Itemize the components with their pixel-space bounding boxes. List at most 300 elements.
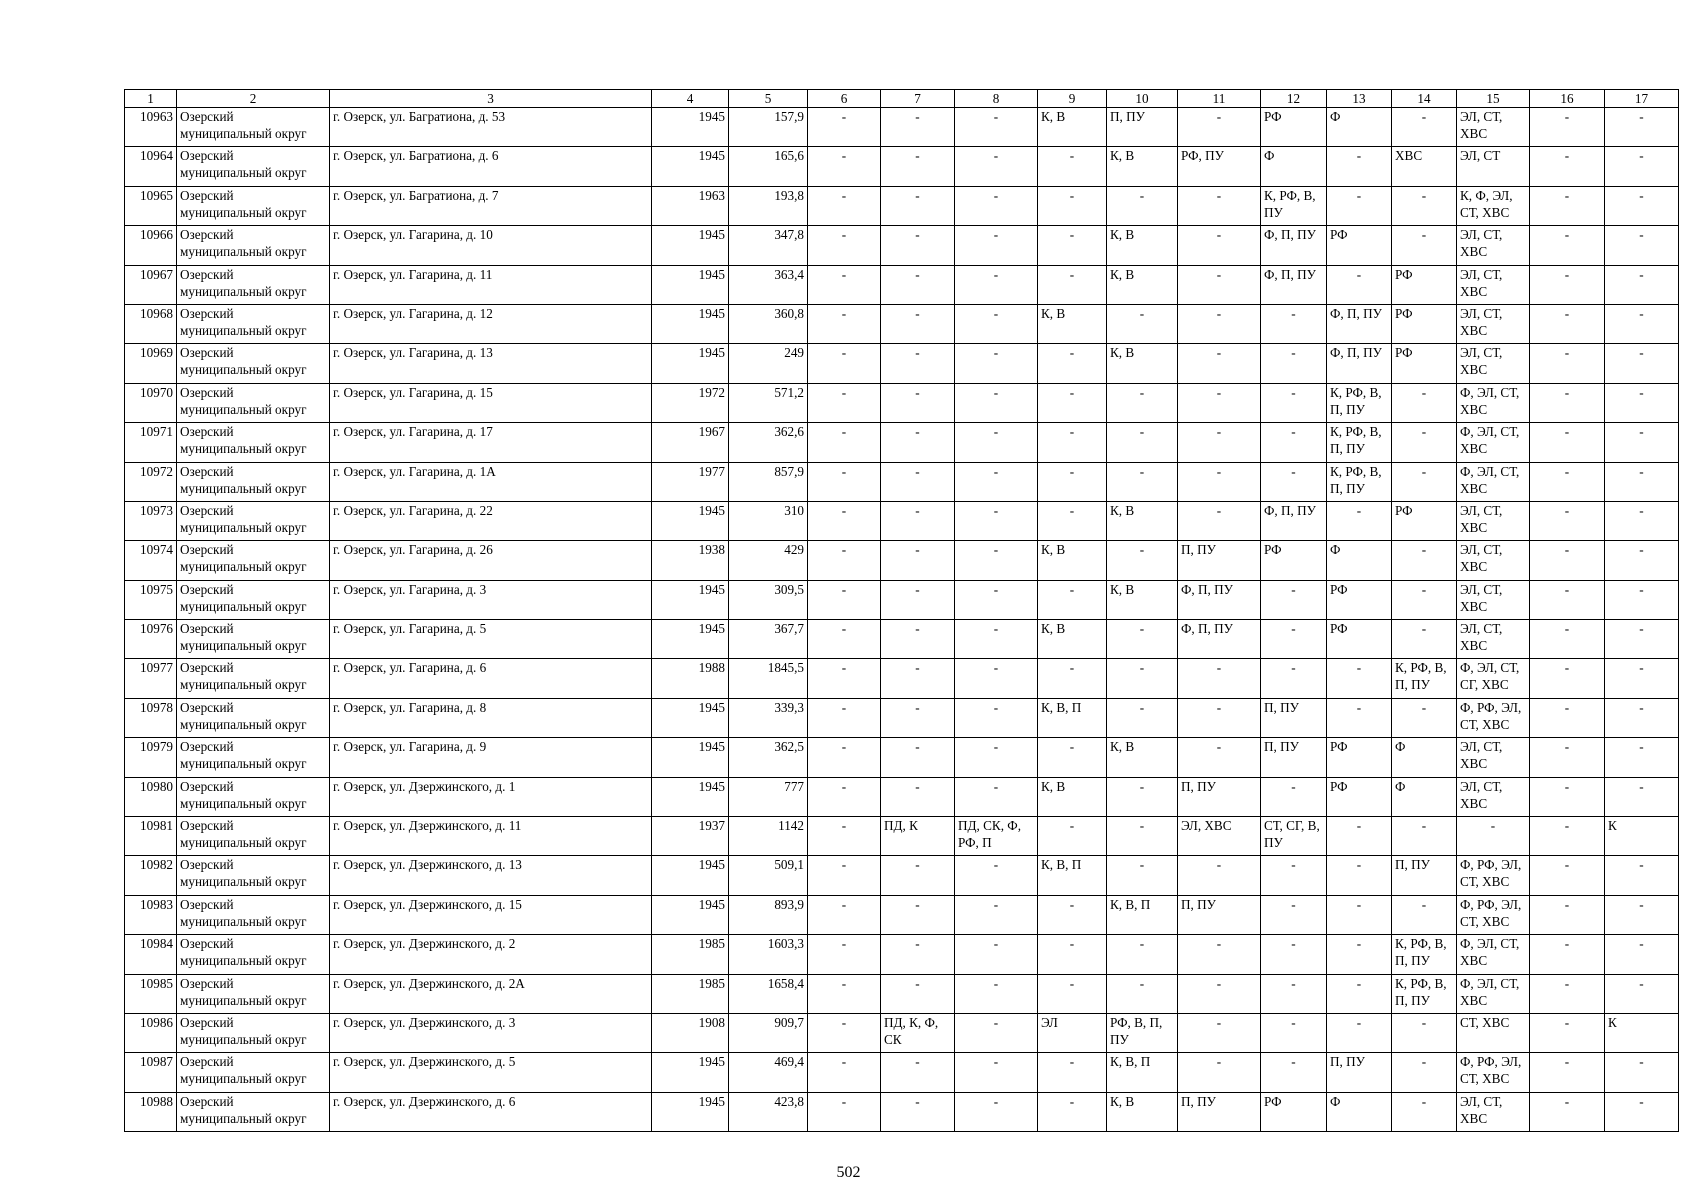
cell-row-number: 10987 [125, 1053, 177, 1092]
cell-area: 309,5 [729, 580, 808, 619]
cell-col14: - [1392, 895, 1457, 934]
cell-municipality: Озерский муниципальный округ [177, 659, 330, 698]
cell-col6: - [808, 580, 881, 619]
column-header-3: 3 [330, 90, 652, 108]
cell-col6: - [808, 304, 881, 343]
cell-col12: - [1261, 304, 1327, 343]
cell-col15: СТ, ХВС [1457, 1013, 1530, 1052]
cell-row-number: 10966 [125, 226, 177, 265]
cell-col10: - [1107, 304, 1178, 343]
cell-col17: - [1605, 423, 1679, 462]
cell-col9: К, В [1038, 541, 1107, 580]
cell-area: 429 [729, 541, 808, 580]
cell-col8: - [955, 1092, 1038, 1131]
cell-area: 857,9 [729, 462, 808, 501]
cell-col10: К, В, П [1107, 895, 1178, 934]
cell-col10: - [1107, 462, 1178, 501]
cell-col10: - [1107, 659, 1178, 698]
cell-municipality: Озерский муниципальный округ [177, 383, 330, 422]
cell-col14: ХВС [1392, 147, 1457, 186]
cell-col14: Ф [1392, 777, 1457, 816]
cell-address: г. Озерск, ул. Гагарина, д. 11 [330, 265, 652, 304]
cell-col13: РФ [1327, 226, 1392, 265]
cell-col13: К, РФ, В, П, ПУ [1327, 462, 1392, 501]
cell-col12: Ф [1261, 147, 1327, 186]
cell-col16: - [1530, 738, 1605, 777]
cell-col7: - [881, 462, 955, 501]
cell-col17: - [1605, 226, 1679, 265]
cell-col10: - [1107, 423, 1178, 462]
cell-col16: - [1530, 108, 1605, 147]
table-row [125, 186, 1679, 225]
cell-col15: Ф, ЭЛ, СТ, ХВС [1457, 383, 1530, 422]
cell-year: 1945 [652, 147, 729, 186]
cell-col10: - [1107, 186, 1178, 225]
cell-col15: Ф, РФ, ЭЛ, СТ, ХВС [1457, 895, 1530, 934]
cell-col11: Ф, П, ПУ [1178, 620, 1261, 659]
cell-col12: РФ [1261, 1092, 1327, 1131]
cell-area: 1142 [729, 817, 808, 856]
cell-col9: - [1038, 462, 1107, 501]
cell-col14: К, РФ, В, П, ПУ [1392, 974, 1457, 1013]
cell-col11: - [1178, 226, 1261, 265]
cell-municipality: Озерский муниципальный округ [177, 147, 330, 186]
table-row [125, 974, 1679, 1013]
cell-area: 249 [729, 344, 808, 383]
cell-col11: - [1178, 423, 1261, 462]
cell-col6: - [808, 462, 881, 501]
cell-row-number: 10983 [125, 895, 177, 934]
table-row [125, 895, 1679, 934]
cell-col12: РФ [1261, 541, 1327, 580]
cell-col13: РФ [1327, 620, 1392, 659]
cell-col14: - [1392, 817, 1457, 856]
cell-col17: - [1605, 580, 1679, 619]
cell-col15: Ф, ЭЛ, СТ, ХВС [1457, 935, 1530, 974]
cell-year: 1963 [652, 186, 729, 225]
cell-col15: ЭЛ, СТ, ХВС [1457, 304, 1530, 343]
cell-col9: - [1038, 817, 1107, 856]
cell-municipality: Озерский муниципальный округ [177, 1013, 330, 1052]
cell-col10: К, В, П [1107, 1053, 1178, 1092]
cell-col16: - [1530, 383, 1605, 422]
cell-col14: К, РФ, В, П, ПУ [1392, 935, 1457, 974]
cell-municipality: Озерский муниципальный округ [177, 1053, 330, 1092]
cell-col8: - [955, 935, 1038, 974]
cell-year: 1985 [652, 935, 729, 974]
cell-col7: - [881, 738, 955, 777]
cell-col17: - [1605, 777, 1679, 816]
cell-row-number: 10979 [125, 738, 177, 777]
cell-col9: К, В [1038, 304, 1107, 343]
cell-area: 509,1 [729, 856, 808, 895]
cell-col6: - [808, 226, 881, 265]
table-row [125, 265, 1679, 304]
cell-col10: К, В [1107, 344, 1178, 383]
cell-row-number: 10981 [125, 817, 177, 856]
cell-col15: ЭЛ, СТ, ХВС [1457, 738, 1530, 777]
cell-year: 1977 [652, 462, 729, 501]
cell-col6: - [808, 383, 881, 422]
cell-row-number: 10964 [125, 147, 177, 186]
cell-col15: - [1457, 817, 1530, 856]
cell-col11: - [1178, 108, 1261, 147]
cell-col16: - [1530, 935, 1605, 974]
cell-col8: - [955, 738, 1038, 777]
cell-col16: - [1530, 817, 1605, 856]
cell-col13: - [1327, 974, 1392, 1013]
cell-col11: - [1178, 738, 1261, 777]
column-header-5: 5 [729, 90, 808, 108]
cell-col13: - [1327, 186, 1392, 225]
cell-col10: К, В [1107, 501, 1178, 540]
cell-col11: - [1178, 856, 1261, 895]
cell-col17: - [1605, 1092, 1679, 1131]
cell-col17: - [1605, 698, 1679, 737]
cell-col14: - [1392, 541, 1457, 580]
cell-row-number: 10975 [125, 580, 177, 619]
cell-year: 1945 [652, 698, 729, 737]
cell-col9: - [1038, 383, 1107, 422]
cell-col15: Ф, ЭЛ, СТ, ХВС [1457, 423, 1530, 462]
cell-address: г. Озерск, ул. Багратиона, д. 6 [330, 147, 652, 186]
cell-col11: - [1178, 1053, 1261, 1092]
cell-address: г. Озерск, ул. Гагарина, д. 22 [330, 501, 652, 540]
cell-col11: - [1178, 974, 1261, 1013]
cell-row-number: 10972 [125, 462, 177, 501]
cell-col9: - [1038, 1053, 1107, 1092]
cell-col10: - [1107, 620, 1178, 659]
cell-col6: - [808, 265, 881, 304]
table-body [125, 108, 1679, 1132]
cell-year: 1967 [652, 423, 729, 462]
cell-year: 1945 [652, 108, 729, 147]
cell-col16: - [1530, 1092, 1605, 1131]
cell-col8: - [955, 344, 1038, 383]
cell-col12: П, ПУ [1261, 698, 1327, 737]
cell-row-number: 10977 [125, 659, 177, 698]
cell-col13: - [1327, 856, 1392, 895]
cell-address: г. Озерск, ул. Гагарина, д. 5 [330, 620, 652, 659]
cell-address: г. Озерск, ул. Гагарина, д. 12 [330, 304, 652, 343]
table-row [125, 1053, 1679, 1092]
cell-area: 165,6 [729, 147, 808, 186]
cell-col16: - [1530, 265, 1605, 304]
cell-municipality: Озерский муниципальный округ [177, 186, 330, 225]
table-row [125, 423, 1679, 462]
cell-col7: - [881, 226, 955, 265]
table-row [125, 304, 1679, 343]
cell-col9: - [1038, 895, 1107, 934]
cell-area: 1603,3 [729, 935, 808, 974]
cell-municipality: Озерский муниципальный округ [177, 108, 330, 147]
cell-col17: - [1605, 620, 1679, 659]
cell-col14: П, ПУ [1392, 856, 1457, 895]
cell-year: 1945 [652, 738, 729, 777]
cell-municipality: Озерский муниципальный округ [177, 895, 330, 934]
cell-area: 777 [729, 777, 808, 816]
cell-col7: - [881, 974, 955, 1013]
cell-col8: - [955, 620, 1038, 659]
cell-col9: - [1038, 1092, 1107, 1131]
cell-address: г. Озерск, ул. Гагарина, д. 10 [330, 226, 652, 265]
cell-col16: - [1530, 462, 1605, 501]
cell-col16: - [1530, 501, 1605, 540]
cell-col17: - [1605, 974, 1679, 1013]
cell-col7: - [881, 186, 955, 225]
cell-year: 1972 [652, 383, 729, 422]
cell-col11: - [1178, 501, 1261, 540]
cell-col6: - [808, 974, 881, 1013]
cell-col11: - [1178, 659, 1261, 698]
cell-col13: - [1327, 817, 1392, 856]
cell-address: г. Озерск, ул. Гагарина, д. 13 [330, 344, 652, 383]
cell-col12: - [1261, 580, 1327, 619]
cell-col16: - [1530, 186, 1605, 225]
cell-col6: - [808, 620, 881, 659]
cell-col10: - [1107, 935, 1178, 974]
table-row [125, 344, 1679, 383]
cell-row-number: 10976 [125, 620, 177, 659]
cell-col14: РФ [1392, 304, 1457, 343]
cell-municipality: Озерский муниципальный округ [177, 423, 330, 462]
column-header-16: 16 [1530, 90, 1605, 108]
table-row [125, 501, 1679, 540]
cell-address: г. Озерск, ул. Гагарина, д. 1А [330, 462, 652, 501]
cell-col12: - [1261, 895, 1327, 934]
cell-year: 1945 [652, 895, 729, 934]
cell-col7: ПД, К, Ф, СК [881, 1013, 955, 1052]
cell-area: 909,7 [729, 1013, 808, 1052]
cell-col15: Ф, РФ, ЭЛ, СТ, ХВС [1457, 698, 1530, 737]
cell-municipality: Озерский муниципальный округ [177, 856, 330, 895]
cell-area: 367,7 [729, 620, 808, 659]
cell-address: г. Озерск, ул. Гагарина, д. 8 [330, 698, 652, 737]
cell-col9: К, В, П [1038, 856, 1107, 895]
table-row [125, 226, 1679, 265]
cell-col15: ЭЛ, СТ, ХВС [1457, 620, 1530, 659]
cell-col17: К [1605, 817, 1679, 856]
cell-year: 1945 [652, 304, 729, 343]
cell-row-number: 10963 [125, 108, 177, 147]
cell-col14: - [1392, 226, 1457, 265]
cell-col17: - [1605, 186, 1679, 225]
cell-municipality: Озерский муниципальный округ [177, 304, 330, 343]
cell-col14: - [1392, 383, 1457, 422]
cell-col7: - [881, 501, 955, 540]
cell-row-number: 10980 [125, 777, 177, 816]
cell-col17: - [1605, 383, 1679, 422]
cell-area: 362,5 [729, 738, 808, 777]
cell-col13: РФ [1327, 580, 1392, 619]
cell-address: г. Озерск, ул. Гагарина, д. 26 [330, 541, 652, 580]
cell-area: 363,4 [729, 265, 808, 304]
cell-col15: ЭЛ, СТ, ХВС [1457, 501, 1530, 540]
column-header-9: 9 [1038, 90, 1107, 108]
cell-col11: - [1178, 935, 1261, 974]
cell-col16: - [1530, 620, 1605, 659]
column-header-11: 11 [1178, 90, 1261, 108]
cell-col16: - [1530, 147, 1605, 186]
cell-col8: - [955, 108, 1038, 147]
cell-col13: РФ [1327, 738, 1392, 777]
cell-col6: - [808, 1053, 881, 1092]
cell-col12: - [1261, 383, 1327, 422]
cell-area: 360,8 [729, 304, 808, 343]
cell-municipality: Озерский муниципальный округ [177, 344, 330, 383]
cell-col13: - [1327, 1013, 1392, 1052]
cell-col8: - [955, 1053, 1038, 1092]
cell-row-number: 10978 [125, 698, 177, 737]
cell-col8: - [955, 147, 1038, 186]
cell-col14: К, РФ, В, П, ПУ [1392, 659, 1457, 698]
cell-col10: - [1107, 698, 1178, 737]
cell-row-number: 10969 [125, 344, 177, 383]
cell-col11: ЭЛ, ХВС [1178, 817, 1261, 856]
cell-col16: - [1530, 344, 1605, 383]
cell-col8: - [955, 186, 1038, 225]
cell-row-number: 10988 [125, 1092, 177, 1131]
cell-col6: - [808, 423, 881, 462]
column-header-15: 15 [1457, 90, 1530, 108]
cell-col9: - [1038, 226, 1107, 265]
cell-col13: - [1327, 659, 1392, 698]
cell-col11: - [1178, 344, 1261, 383]
cell-municipality: Озерский муниципальный округ [177, 935, 330, 974]
table-row [125, 108, 1679, 147]
cell-col9: - [1038, 738, 1107, 777]
cell-col8: - [955, 974, 1038, 1013]
column-header-14: 14 [1392, 90, 1457, 108]
cell-col12: К, РФ, В, ПУ [1261, 186, 1327, 225]
cell-col13: - [1327, 265, 1392, 304]
cell-area: 339,3 [729, 698, 808, 737]
cell-col7: - [881, 383, 955, 422]
cell-col13: - [1327, 147, 1392, 186]
cell-row-number: 10974 [125, 541, 177, 580]
cell-col17: - [1605, 108, 1679, 147]
cell-col8: - [955, 501, 1038, 540]
cell-municipality: Озерский муниципальный округ [177, 817, 330, 856]
cell-col16: - [1530, 1053, 1605, 1092]
table-row [125, 777, 1679, 816]
table-row [125, 935, 1679, 974]
cell-col7: - [881, 777, 955, 816]
column-header-1: 1 [125, 90, 177, 108]
cell-year: 1908 [652, 1013, 729, 1052]
cell-area: 310 [729, 501, 808, 540]
cell-col14: - [1392, 1013, 1457, 1052]
cell-col10: К, В [1107, 226, 1178, 265]
cell-col11: - [1178, 304, 1261, 343]
cell-address: г. Озерск, ул. Дзержинского, д. 6 [330, 1092, 652, 1131]
cell-row-number: 10982 [125, 856, 177, 895]
cell-col9: - [1038, 935, 1107, 974]
cell-row-number: 10971 [125, 423, 177, 462]
cell-col7: - [881, 423, 955, 462]
cell-address: г. Озерск, ул. Багратиона, д. 53 [330, 108, 652, 147]
cell-area: 193,8 [729, 186, 808, 225]
cell-year: 1945 [652, 344, 729, 383]
cell-col15: Ф, ЭЛ, СТ, ХВС [1457, 462, 1530, 501]
table-row [125, 1092, 1679, 1131]
cell-col10: - [1107, 974, 1178, 1013]
cell-col7: - [881, 620, 955, 659]
cell-area: 1658,4 [729, 974, 808, 1013]
cell-col12: - [1261, 423, 1327, 462]
column-header-4: 4 [652, 90, 729, 108]
cell-area: 1845,5 [729, 659, 808, 698]
column-header-12: 12 [1261, 90, 1327, 108]
cell-year: 1945 [652, 501, 729, 540]
cell-col9: - [1038, 423, 1107, 462]
cell-col17: - [1605, 935, 1679, 974]
cell-col7: - [881, 935, 955, 974]
cell-municipality: Озерский муниципальный округ [177, 501, 330, 540]
cell-col10: - [1107, 777, 1178, 816]
cell-col6: - [808, 698, 881, 737]
cell-col12: СТ, СГ, В, ПУ [1261, 817, 1327, 856]
cell-municipality: Озерский муниципальный округ [177, 974, 330, 1013]
cell-col6: - [808, 186, 881, 225]
cell-col17: К [1605, 1013, 1679, 1052]
cell-col8: - [955, 777, 1038, 816]
cell-address: г. Озерск, ул. Дзержинского, д. 13 [330, 856, 652, 895]
cell-area: 893,9 [729, 895, 808, 934]
cell-col14: РФ [1392, 344, 1457, 383]
cell-col17: - [1605, 265, 1679, 304]
cell-col10: - [1107, 817, 1178, 856]
cell-col14: Ф [1392, 738, 1457, 777]
cell-col14: - [1392, 186, 1457, 225]
cell-col17: - [1605, 659, 1679, 698]
cell-col8: - [955, 580, 1038, 619]
cell-col15: Ф, ЭЛ, СТ, ХВС [1457, 974, 1530, 1013]
cell-col13: Ф, П, ПУ [1327, 304, 1392, 343]
cell-col6: - [808, 108, 881, 147]
cell-col8: - [955, 462, 1038, 501]
cell-col9: К, В [1038, 777, 1107, 816]
cell-col6: - [808, 895, 881, 934]
cell-col9: - [1038, 974, 1107, 1013]
cell-col7: - [881, 1092, 955, 1131]
cell-col7: - [881, 108, 955, 147]
cell-col6: - [808, 856, 881, 895]
table-row [125, 698, 1679, 737]
cell-col6: - [808, 817, 881, 856]
cell-col14: РФ [1392, 501, 1457, 540]
cell-col6: - [808, 147, 881, 186]
cell-col10: П, ПУ [1107, 108, 1178, 147]
cell-col9: К, В [1038, 620, 1107, 659]
cell-col6: - [808, 344, 881, 383]
cell-col15: ЭЛ, СТ, ХВС [1457, 580, 1530, 619]
cell-col8: - [955, 265, 1038, 304]
cell-col12: - [1261, 659, 1327, 698]
cell-municipality: Озерский муниципальный округ [177, 265, 330, 304]
cell-col10: - [1107, 541, 1178, 580]
page-number: 502 [836, 1164, 861, 1181]
cell-row-number: 10967 [125, 265, 177, 304]
cell-col13: Ф [1327, 1092, 1392, 1131]
cell-col14: - [1392, 423, 1457, 462]
cell-col15: ЭЛ, СТ [1457, 147, 1530, 186]
cell-year: 1945 [652, 1053, 729, 1092]
cell-address: г. Озерск, ул. Дзержинского, д. 2 [330, 935, 652, 974]
cell-area: 347,8 [729, 226, 808, 265]
cell-col7: - [881, 580, 955, 619]
cell-col12: Ф, П, ПУ [1261, 226, 1327, 265]
